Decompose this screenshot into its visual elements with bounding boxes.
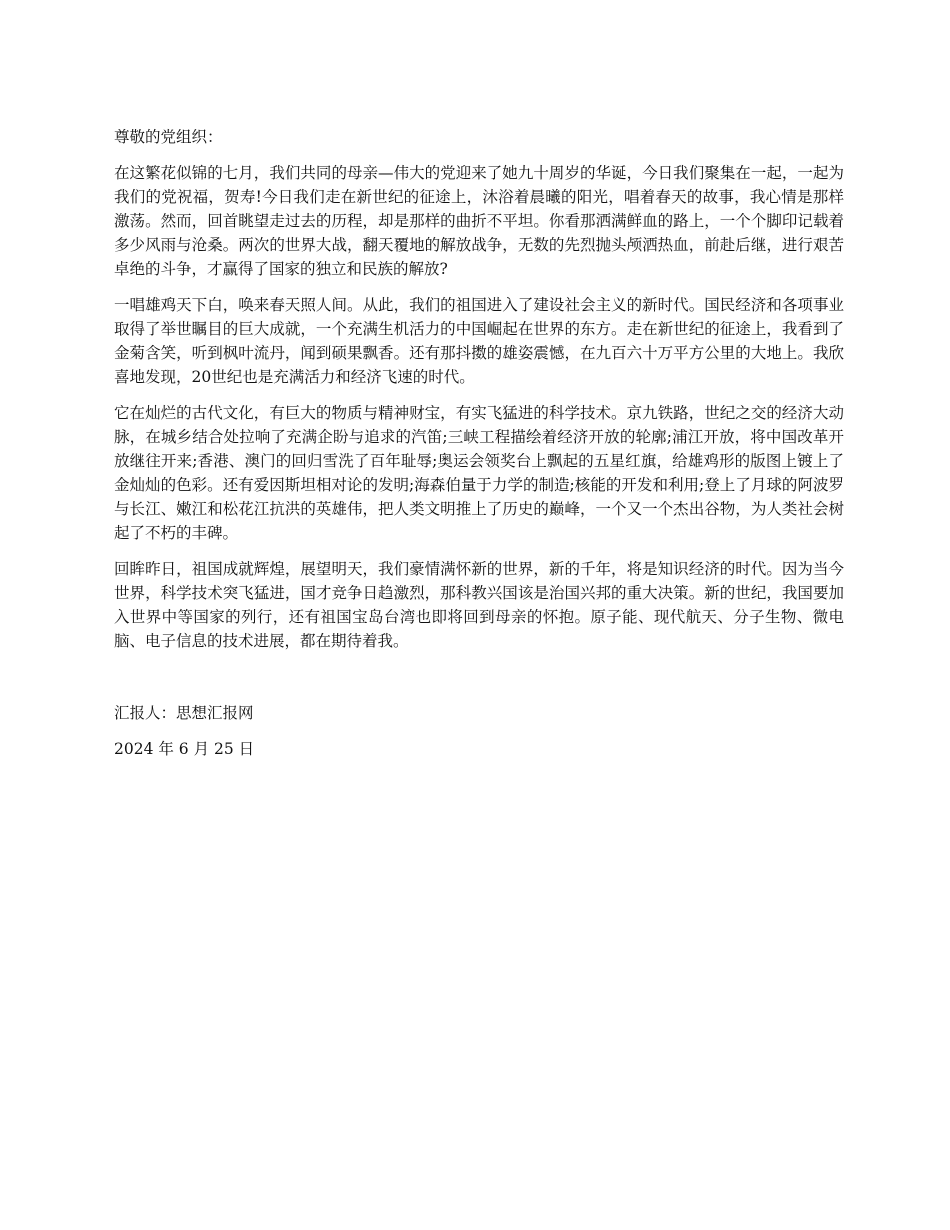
reporter-signature: 汇报人：思想汇报网 [114, 704, 254, 722]
paragraph-1: 在这繁花似锦的七月，我们共同的母亲—伟大的党迎来了她九十周岁的华诞，今日我们聚集在一起，一起为我们的党祝福，贺寿!今日我们走在新世纪的征途上，沐浴着晨曦的阳光，唱着春天的故事，我心情是那样激荡。然而，回首眺望走过去的历程，却是那样的曲折不平坦。你看那洒满鲜血的路上，一个个脚印记载着多少风雨与沧桑。两次的世界大战，翻天覆地的解放战争，无数的先烈抛头颅洒热血，前赴后继，进行艰苦卓绝的斗争，才赢得了国家的独立和民族的解放? [114, 164, 844, 278]
report-date: 2024 年 6 月 25 日 [114, 740, 255, 758]
signature-spacer [114, 665, 844, 701]
paragraph-3: 它在灿烂的古代文化，有巨大的物质与精神财宝，有实飞猛进的科学技术。京九铁路，世纪之交的经济大动脉，在城乡结合处拉响了充满企盼与追求的汽笛;三峡工程描绘着经济开放的轮廓;浦江开放，将中国改革开放继往开来;香港、澳门的回归雪洗了百年耻辱;奥运会领奖台上飘起的五星红旗，给雄鸡形的版图上镀上了金灿灿的色彩。还有爱因斯坦相对论的发明;海森伯量于力学的制造;核能的开发和利用;登上了月球的阿波罗与长江、嫩江和松花江抗洪的英雄伟，把人类文明推上了历史的巅峰，一个又一个杰出谷物，为人类社会树起了不朽的丰碑。 [114, 404, 844, 542]
paragraph-2: 一唱雄鸡天下白，唤来春天照人间。从此，我们的祖国进入了建设社会主义的新时代。国民经济和各项事业取得了举世瞩目的巨大成就，一个充满生机活力的中国崛起在世界的东方。走在新世纪的征途上，我看到了金菊含笑，听到枫叶流丹，闻到硕果飘香。还有那抖擞的雄姿震憾，在九百六十万平方公里的大地上。我欣喜地发现，20世纪也是充满活力和经济飞速的时代。 [114, 296, 844, 386]
salutation: 尊敬的党组织： [114, 128, 223, 146]
paragraph-4: 回眸昨日，祖国成就辉煌，展望明天，我们豪情满怀新的世界，新的千年，将是知识经济的时代。因为当今世界，科学技术突飞猛进，国才竞争日趋激烈，那科教兴国该是治国兴邦的重大决策。新的世纪，我国要加入世界中等国家的列行，还有祖国宝岛台湾也即将回到母亲的怀抱。原子能、现代航天、分子生物、微电脑、电子信息的技术进展，都在期待着我。 [114, 560, 844, 650]
document-page [114, 125, 844, 773]
